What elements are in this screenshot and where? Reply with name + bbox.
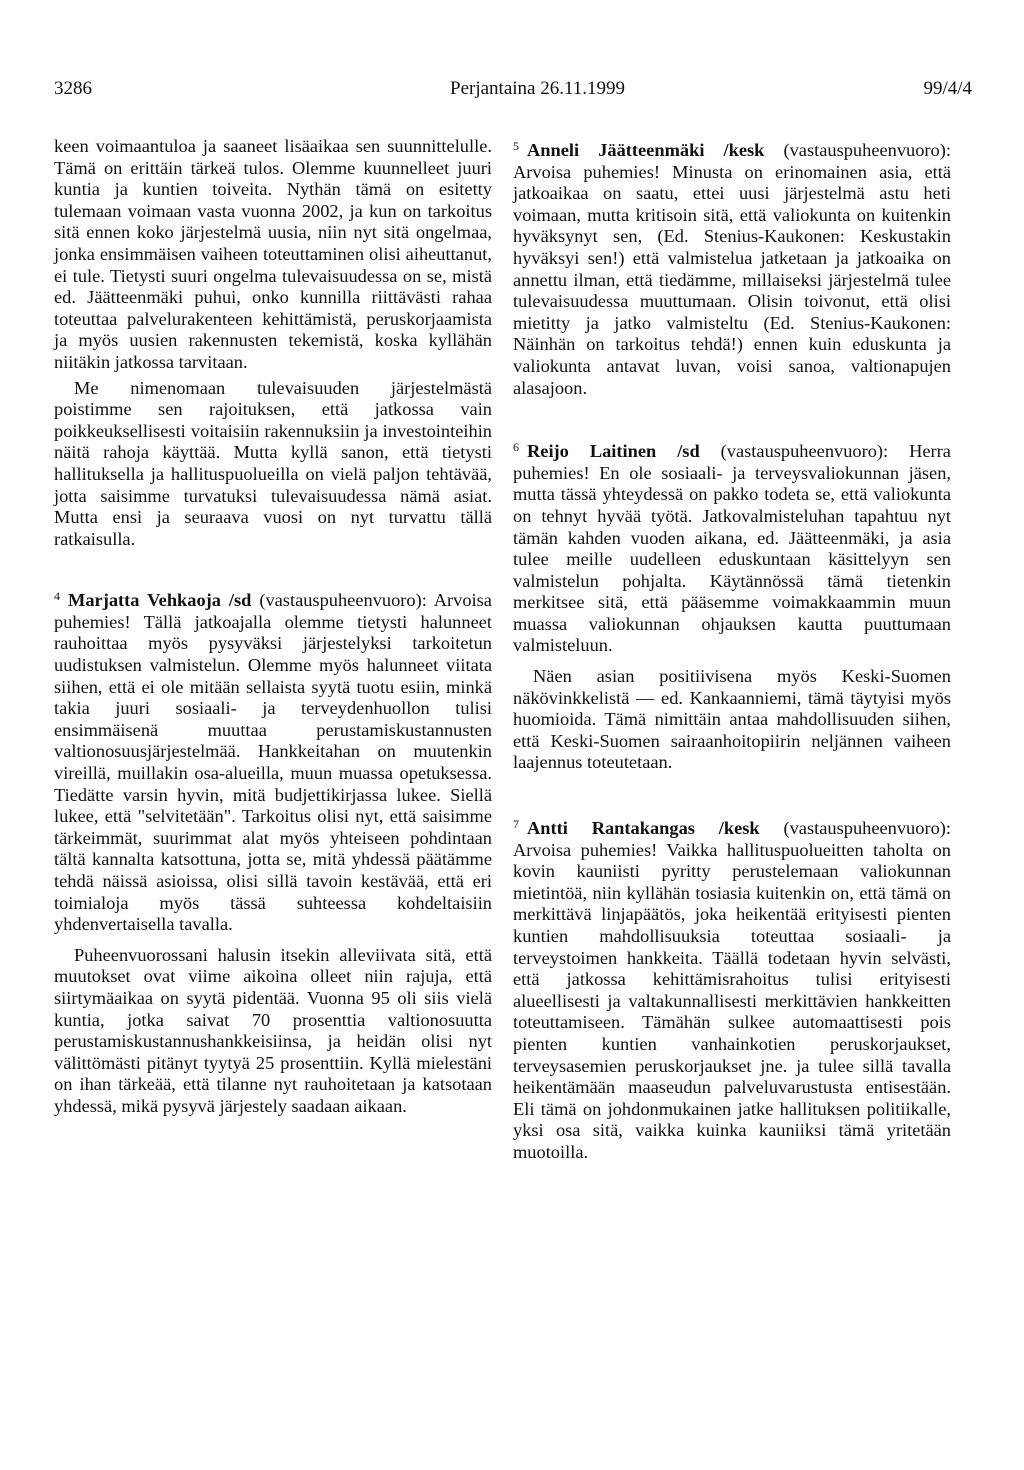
paragraph: Näen asian positiivisena myös Keski-Suomen näkövinkkelistä — ed. Kankaanniemi, tämä täytyisi myös huomioida. Tämä nimittäin antaa mahdollisuuden siihen, että Keski-Suomen sairaanhoitopiirin neljännen vaiheen laajennus toteutetaan. bbox=[513, 666, 951, 773]
speech-text: (vastauspuheenvuoro): Herra puhemies! En ole sosiaali- ja terveysvaliokunnan jäsen, mutta tässä yhteydessä on pakko todeta se, että valiokunta on tehnyt hyvää työtä. Jatkovalmisteluhan tapahtuu nyt tämän kahden vuoden aikana, ed. Jäätteenmäki, ja asia tulee meille uudelleen eduskuntaan käsittelyyn sen valmistelun pohjalta. Käytännössä tämä tietenkin merkitsee sitä, että pääsemme voimakkaammin muun muassa valiokunnan ohjauksen kautta puuttumaan valmisteluun. bbox=[513, 441, 951, 656]
paragraph: Puheenvuorossani halusin itsekin alleviivata sitä, että muutokset ovat viime aikoina olleet niin rajuja, että siirtymäaikaa on syytä pidentää. Vuonna 95 oli siis vielä kuntia, jotka saivat 70 prosenttia valtionosuutta perustamiskustannushankkeisiinsa, ja heidän olisi nyt välittömästi pitänyt tyytyä 25 prosenttiin. Kyllä mielestäni on ihan tärkeää, että tilanne nyt rauhoitetaan ja katsotaan yhdessä, mikä pysyvä järjestely saadaan aikaan. bbox=[54, 944, 492, 1116]
speech-text: (vastauspuheenvuoro): Arvoisa puhemies! Minusta on erinomainen asia, että jatkoaikaa on saatu, ettei uusi järjestelmä astu heti voimaan, mutta kritisoin sitä, että valiokunta on kuitenkin hyväksynyt sen, (Ed. Stenius-Kaukonen: Keskustakin hyväksyi sen!) että valmistelua jatketaan ja jatkoaika on annettu ilman, että tiedämme, millaiseksi järjestelmä tulee tulevaisuudessa muuttumaan. Olisin toivonut, että olisi mietitty ja jatko valmisteltu (Ed. Stenius-Kaukonen: Näinhän on tarkoitus tehdä!) ennen kuin eduskunta ja valiokunta antavat luvan, voisi sanoa, valtionapujen alasajoon. bbox=[513, 140, 951, 398]
page-number: 3286 bbox=[54, 78, 92, 99]
speaker-name: Marjatta Vehkaoja /sd bbox=[68, 590, 252, 611]
speech-5 bbox=[513, 136, 951, 399]
right-column bbox=[513, 136, 951, 1164]
document-reference: 99/4/4 bbox=[923, 78, 972, 99]
speaker-name: Antti Rantakangas /kesk bbox=[527, 818, 760, 839]
speaker-name: Reijo Laitinen /sd bbox=[527, 441, 700, 462]
paragraph: Me nimenomaan tulevaisuuden järjestelmästä poistimme sen rajoituksen, että jatkossa vain poikkeuksellisesti voitaisiin rakennuksiin ja investointeihin näitä rahoja käyttää. Mutta kyllä sanon, että tietysti hallituksella ja hallituspuolueilla on vielä paljon tehtävää, jotta saisimme turvatuksi tulevaisuudessa nämä asiat. Mutta ensi ja seuraava vuosi on nyt turvattu tällä ratkaisulla. bbox=[54, 377, 492, 549]
speaker-name: Anneli Jäätteenmäki /kesk bbox=[527, 140, 765, 160]
speech-4 bbox=[54, 586, 492, 936]
paragraph: keen voimaantuloa ja saaneet lisäaikaa sen suunnittelulle. Tämä on erittäin tärkeä tulos. Olemme kuunnelleet juuri kuntia ja kuntien toiveita. Nythän tämä on esitetty tulemaan voimaan vasta vuonna 2002, ja kun on tarkoitus sitä ennen koko järjestelmä uusia, niin nyt sitä ongelmaa, jonka ensimmäisen vaiheen toteuttaminen olisi aiheuttanut, ei tule. Tietysti suuri ongelma tulevaisuudessa on se, mistä ed. Jäätteenmäki puhui, onko kunnilla riittävästi rahaa toteuttaa palvelurakenteen kehittämistä, peruskorjaamista ja myös uusien rakennusten tekemistä, koska kyllähän niitäkin jatkossa tarvitaan. bbox=[54, 136, 492, 372]
speech-text: (vastauspuheenvuoro): Arvoisa puhemies! Vaikka hallituspuolueitten taholta on kovin kauniisti pyritty perustelemaan valiokunnan mietintöä, niin kyllähän tosiasia kuitenkin on, että tämä on merkittävä linjapäätös, joka heikentää erityisesti pienten kuntien mahdollisuuksia toteuttaa sosiaali- ja terveystoimen hankkeita. Täällä todetaan hyvin selvästi, että jatkossa kehittämisrahoitus tulisi erityisesti alueellisesti ja valtakunnallisesti merkittävien hankkeitten toteuttamiseen. Tämähän sulkee automaattisesti pois pienten kuntien vanhainkotien peruskorjaukset, terveysasemien peruskorjaukset jne. ja tulee sillä tavalla heikentämään maaseudun palveluvarustusta entisestään. Eli tämä on johdonmukainen jatke hallituksen politiikalle, yksi osa sitä, vaikka kuinka kauniiksi tämä yritetään muotoilla. bbox=[513, 818, 951, 1162]
speech-6 bbox=[513, 437, 951, 657]
page-header bbox=[54, 78, 972, 106]
speech-7 bbox=[513, 814, 951, 1164]
session-date: Perjantaina 26.11.1999 bbox=[450, 78, 626, 99]
left-column bbox=[54, 136, 492, 1118]
speech-number: 7 bbox=[513, 817, 519, 832]
speech-number: 4 bbox=[54, 589, 60, 604]
speech-text: (vastauspuheenvuoro): Arvoisa puhemies! Tällä jatkoajalla olemme tietysti halunneet rauhoittaa myös pysyväksi järjestelyksi tarkoitetun uudistuksen valmistelun. Olemme myös halunneet viitata siihen, että ei ole mitään sellaista syytä tuotu esiin, minkä takia juuri sosiaali- ja terveydenhuollon tulisi ensimmäisenä muuttaa perustamiskustannusten valtionosuusjärjestelmää. Hankkeitahan on muutenkin vireillä, muillakin osa-alueilla, muun muassa opetuksessa. Tiedätte varsin hyvin, mitä budjettikirjassa lukee. Siellä lukee, että "selvitetään". Tarkoitus olisi nyt, että saisimme tärkeimmät, suurimmat alat myös yhteiseen pohdintaan tältä kannalta katsottuna, jotta se, mitä yhdessä päätämme tehdä näissä asioissa, olisi sillä tavoin kestävää, että eri toimialoja myös tässä suhteessa kohdeltaisiin yhdenvertaisella tavalla. bbox=[54, 590, 492, 935]
speech-number: 5 bbox=[513, 139, 519, 153]
speech-number: 6 bbox=[513, 440, 519, 455]
